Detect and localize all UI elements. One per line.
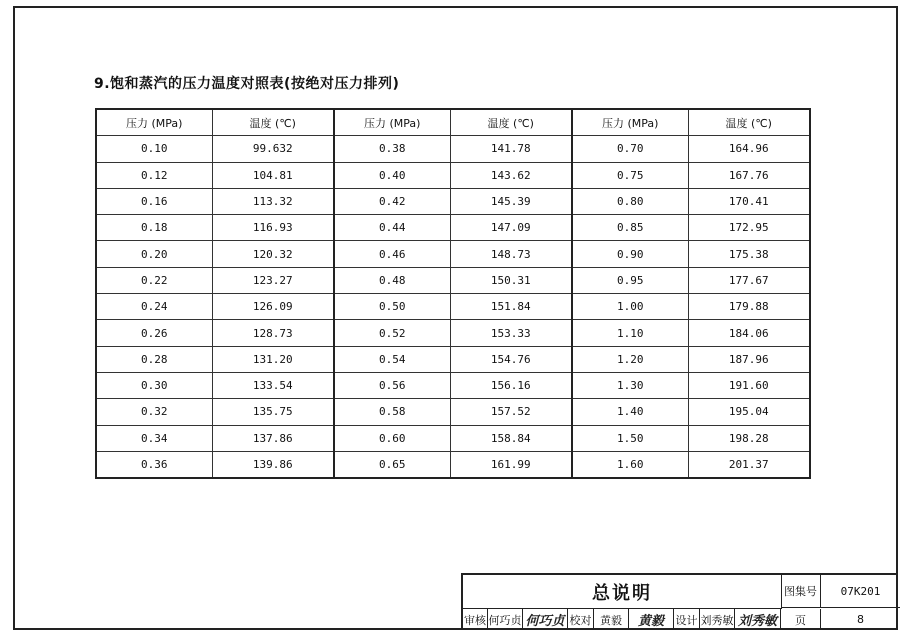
pressure-cell: 0.60 (334, 425, 450, 451)
temperature-cell: 113.32 (212, 188, 334, 214)
table-row (334, 188, 572, 214)
table-row (334, 346, 572, 372)
pressure-cell: 0.70 (572, 136, 688, 162)
table-row (96, 215, 334, 241)
pressure-cell: 0.85 (572, 215, 688, 241)
temperature-cell: 131.20 (212, 346, 334, 372)
header-pressure: 压力 (MPa) (334, 109, 450, 136)
reviewer-name: 何巧贞 (488, 609, 523, 630)
temperature-cell: 175.38 (688, 241, 810, 267)
table-row (572, 162, 810, 188)
review-label: 审核 (463, 609, 488, 630)
table-row (334, 215, 572, 241)
title-block (461, 573, 898, 630)
temperature-cell: 153.33 (450, 320, 572, 346)
temperature-cell: 143.62 (450, 162, 572, 188)
pressure-cell: 1.10 (572, 320, 688, 346)
pressure-cell: 1.30 (572, 372, 688, 398)
table-row (334, 320, 572, 346)
table-row (572, 188, 810, 214)
temperature-cell: 135.75 (212, 399, 334, 425)
temperature-cell: 148.73 (450, 241, 572, 267)
pressure-cell: 0.50 (334, 294, 450, 320)
pressure-cell: 1.50 (572, 425, 688, 451)
table-row (334, 294, 572, 320)
table-row (572, 451, 810, 478)
table-row (572, 372, 810, 398)
pressure-cell: 0.16 (96, 188, 212, 214)
table-row (334, 162, 572, 188)
pressure-cell: 0.54 (334, 346, 450, 372)
table-row (572, 136, 810, 162)
temperature-cell: 147.09 (450, 215, 572, 241)
temperature-cell: 133.54 (212, 372, 334, 398)
temperature-cell: 126.09 (212, 294, 334, 320)
temperature-cell: 170.41 (688, 188, 810, 214)
table-row (334, 399, 572, 425)
temperature-cell: 179.88 (688, 294, 810, 320)
pressure-cell: 0.32 (96, 399, 212, 425)
pressure-cell: 0.80 (572, 188, 688, 214)
table-row (96, 241, 334, 267)
temperature-cell: 145.39 (450, 188, 572, 214)
temperature-cell: 116.93 (212, 215, 334, 241)
pressure-cell: 0.52 (334, 320, 450, 346)
pressure-cell: 0.44 (334, 215, 450, 241)
pressure-cell: 1.60 (572, 451, 688, 478)
temperature-cell: 195.04 (688, 399, 810, 425)
header-temperature: 温度 (℃) (688, 109, 810, 136)
pressure-cell: 0.20 (96, 241, 212, 267)
atlas-number-label: 图集号 (781, 575, 821, 608)
temperature-cell: 161.99 (450, 451, 572, 478)
table-row (572, 241, 810, 267)
temperature-cell: 157.52 (450, 399, 572, 425)
pressure-cell: 0.40 (334, 162, 450, 188)
pressure-cell: 0.46 (334, 241, 450, 267)
pressure-cell: 0.18 (96, 215, 212, 241)
table-row (96, 372, 334, 398)
table-body (334, 136, 572, 478)
pressure-cell: 0.34 (96, 425, 212, 451)
temperature-cell: 150.31 (450, 267, 572, 293)
pressure-temperature-table-1 (95, 108, 335, 479)
table-row (96, 294, 334, 320)
table-row (334, 136, 572, 162)
table-row (572, 320, 810, 346)
temperature-cell: 201.37 (688, 451, 810, 478)
temperature-cell: 172.95 (688, 215, 810, 241)
table-row (572, 294, 810, 320)
pressure-cell: 0.10 (96, 136, 212, 162)
pressure-cell: 1.40 (572, 399, 688, 425)
table-row (96, 320, 334, 346)
pressure-cell: 0.38 (334, 136, 450, 162)
table-row (96, 188, 334, 214)
check-label: 校对 (568, 609, 594, 630)
table-row (96, 346, 334, 372)
pressure-cell: 0.90 (572, 241, 688, 267)
table-row (96, 451, 334, 478)
header-temperature: 温度 (℃) (212, 109, 334, 136)
design-label: 设计 (674, 609, 700, 630)
pressure-cell: 0.42 (334, 188, 450, 214)
pressure-temperature-table-3 (571, 108, 811, 479)
pressure-cell: 0.22 (96, 267, 212, 293)
temperature-cell: 184.06 (688, 320, 810, 346)
table-body (572, 136, 810, 478)
designer-signature: 刘秀敏 (735, 609, 781, 630)
table-row (334, 241, 572, 267)
temperature-cell: 154.76 (450, 346, 572, 372)
table-row (96, 399, 334, 425)
pressure-cell: 0.48 (334, 267, 450, 293)
pressure-cell: 0.75 (572, 162, 688, 188)
pressure-cell: 0.24 (96, 294, 212, 320)
temperature-cell: 104.81 (212, 162, 334, 188)
temperature-cell: 167.76 (688, 162, 810, 188)
checker-name: 黄毅 (594, 609, 629, 630)
pressure-cell: 0.28 (96, 346, 212, 372)
atlas-number: 07K201 (821, 575, 900, 608)
table-row (334, 425, 572, 451)
table-row (334, 451, 572, 478)
temperature-cell: 151.84 (450, 294, 572, 320)
pressure-cell: 0.36 (96, 451, 212, 478)
temperature-cell: 156.16 (450, 372, 572, 398)
pressure-cell: 0.26 (96, 320, 212, 346)
temperature-cell: 158.84 (450, 425, 572, 451)
temperature-cell: 137.86 (212, 425, 334, 451)
pressure-cell: 0.65 (334, 451, 450, 478)
page-label: 页 (781, 609, 821, 630)
pressure-cell: 0.58 (334, 399, 450, 425)
table-row (96, 425, 334, 451)
temperature-cell: 187.96 (688, 346, 810, 372)
temperature-cell: 177.67 (688, 267, 810, 293)
table-row (572, 215, 810, 241)
table-row (96, 267, 334, 293)
temperature-cell: 198.28 (688, 425, 810, 451)
section-title: 9.饱和蒸汽的压力温度对照表(按绝对压力排列) (94, 76, 400, 92)
pressure-cell: 0.12 (96, 162, 212, 188)
temperature-cell: 141.78 (450, 136, 572, 162)
header-pressure: 压力 (MPa) (572, 109, 688, 136)
temperature-cell: 99.632 (212, 136, 334, 162)
table-row (334, 372, 572, 398)
table-row (572, 399, 810, 425)
temperature-cell: 120.32 (212, 241, 334, 267)
designer-name: 刘秀敏 (700, 609, 735, 630)
checker-signature: 黄毅 (629, 609, 674, 630)
table-header-row (96, 109, 334, 136)
drawing-title: 总说明 (463, 575, 782, 609)
table-row (334, 267, 572, 293)
table-row (572, 425, 810, 451)
table-row (572, 267, 810, 293)
table-row (572, 346, 810, 372)
header-pressure: 压力 (MPa) (96, 109, 212, 136)
pressure-cell: 0.30 (96, 372, 212, 398)
temperature-cell: 123.27 (212, 267, 334, 293)
temperature-cell: 128.73 (212, 320, 334, 346)
pressure-cell: 1.20 (572, 346, 688, 372)
table-header-row (572, 109, 810, 136)
temperature-cell: 139.86 (212, 451, 334, 478)
page-number: 8 (857, 613, 864, 626)
header-temperature: 温度 (℃) (450, 109, 572, 136)
pressure-cell: 0.56 (334, 372, 450, 398)
table-row (96, 162, 334, 188)
pressure-cell: 1.00 (572, 294, 688, 320)
table-row (96, 136, 334, 162)
pressure-temperature-table-2 (333, 108, 573, 479)
temperature-cell: 191.60 (688, 372, 810, 398)
table-header-row (334, 109, 572, 136)
table-body (96, 136, 334, 478)
reviewer-signature: 何巧贞 (523, 609, 568, 630)
pressure-cell: 0.95 (572, 267, 688, 293)
temperature-cell: 164.96 (688, 136, 810, 162)
